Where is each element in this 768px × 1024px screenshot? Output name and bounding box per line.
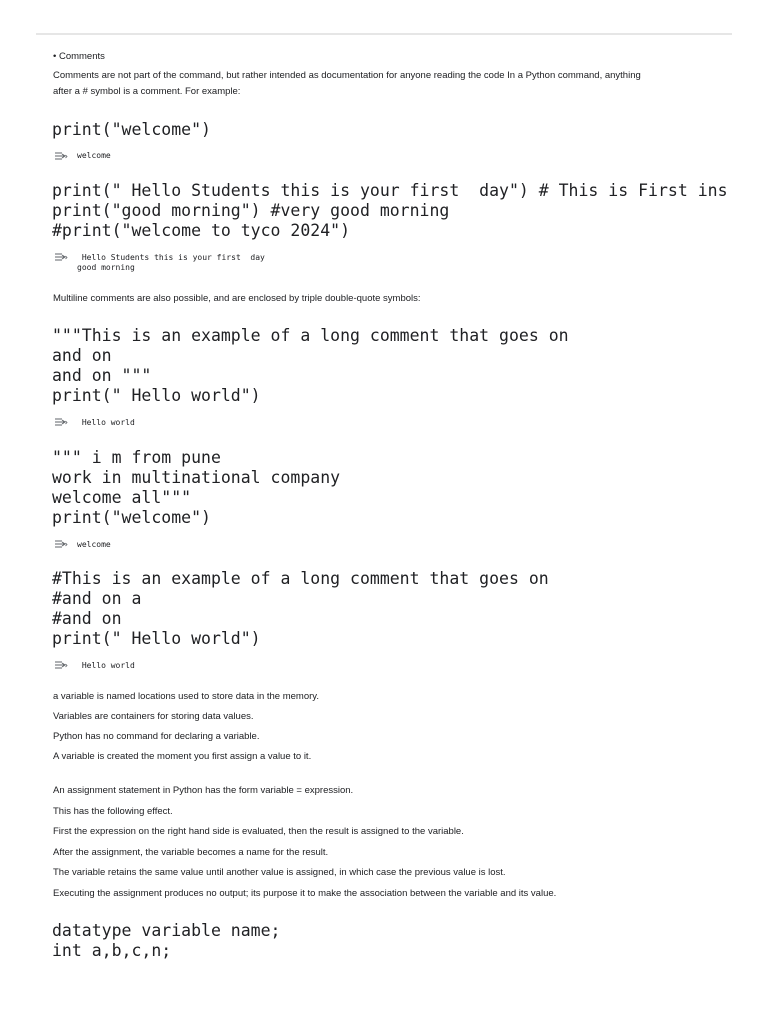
cell-output: Hello world	[77, 661, 135, 670]
code-cell[interactable]: #This is an example of a long comment that goes on #and on a #and on print(" Hello world")	[52, 569, 549, 648]
code-cell[interactable]: datatype variable name; int a,b,c,n;	[52, 921, 281, 960]
intro-text-line1: Comments are not part of the command, but rather intended as documentation for anyone reading the code In a Python command, anything	[53, 70, 641, 81]
assignment-text: This has the following effect.	[53, 806, 173, 817]
top-divider	[36, 33, 732, 35]
variables-text: Variables are containers for storing data values.	[53, 711, 254, 722]
output-arrow-icon[interactable]	[54, 251, 68, 263]
cell-output: Hello world	[77, 418, 135, 427]
assignment-text: After the assignment, the variable becomes a name for the result.	[53, 847, 329, 858]
code-cell[interactable]: print(" Hello Students this is your first day") # This is First ins print("good morning") #very good morning #print("welcome to tyco 2024")	[52, 181, 728, 240]
output-arrow-icon[interactable]	[54, 659, 68, 671]
assignment-text: An assignment statement in Python has the form variable = expression.	[53, 785, 354, 796]
intro-text-line2: after a # symbol is a comment. For example:	[53, 86, 241, 97]
assignment-text: Executing the assignment produces no output; its purpose it to make the association between the variable and its value.	[53, 888, 557, 899]
output-arrow-icon[interactable]	[54, 538, 68, 550]
variables-text: Python has no command for declaring a variable.	[53, 731, 260, 742]
assignment-text: First the expression on the right hand side is evaluated, then the result is assigned to the variable.	[53, 826, 464, 837]
variables-text: A variable is created the moment you first assign a value to it.	[53, 751, 312, 762]
output-arrow-icon[interactable]	[54, 150, 68, 162]
code-cell[interactable]: print("welcome")	[52, 120, 211, 139]
assignment-text: The variable retains the same value until another value is assigned, in which case the previous value is lost.	[53, 867, 506, 878]
cell-output: Hello Students this is your first day good morning	[77, 253, 265, 272]
bullet-heading: • Comments	[53, 51, 105, 62]
multiline-note: Multiline comments are also possible, and are enclosed by triple double-quote symbols:	[53, 293, 421, 304]
cell-output: welcome	[77, 151, 111, 160]
variables-text: a variable is named locations used to store data in the memory.	[53, 691, 319, 702]
code-cell[interactable]: """This is an example of a long comment that goes on and on and on """ print(" Hello world")	[52, 326, 569, 405]
output-arrow-icon[interactable]	[54, 416, 68, 428]
code-cell[interactable]: """ i m from pune work in multinational company welcome all""" print("welcome")	[52, 448, 341, 527]
cell-output: welcome	[77, 540, 111, 549]
